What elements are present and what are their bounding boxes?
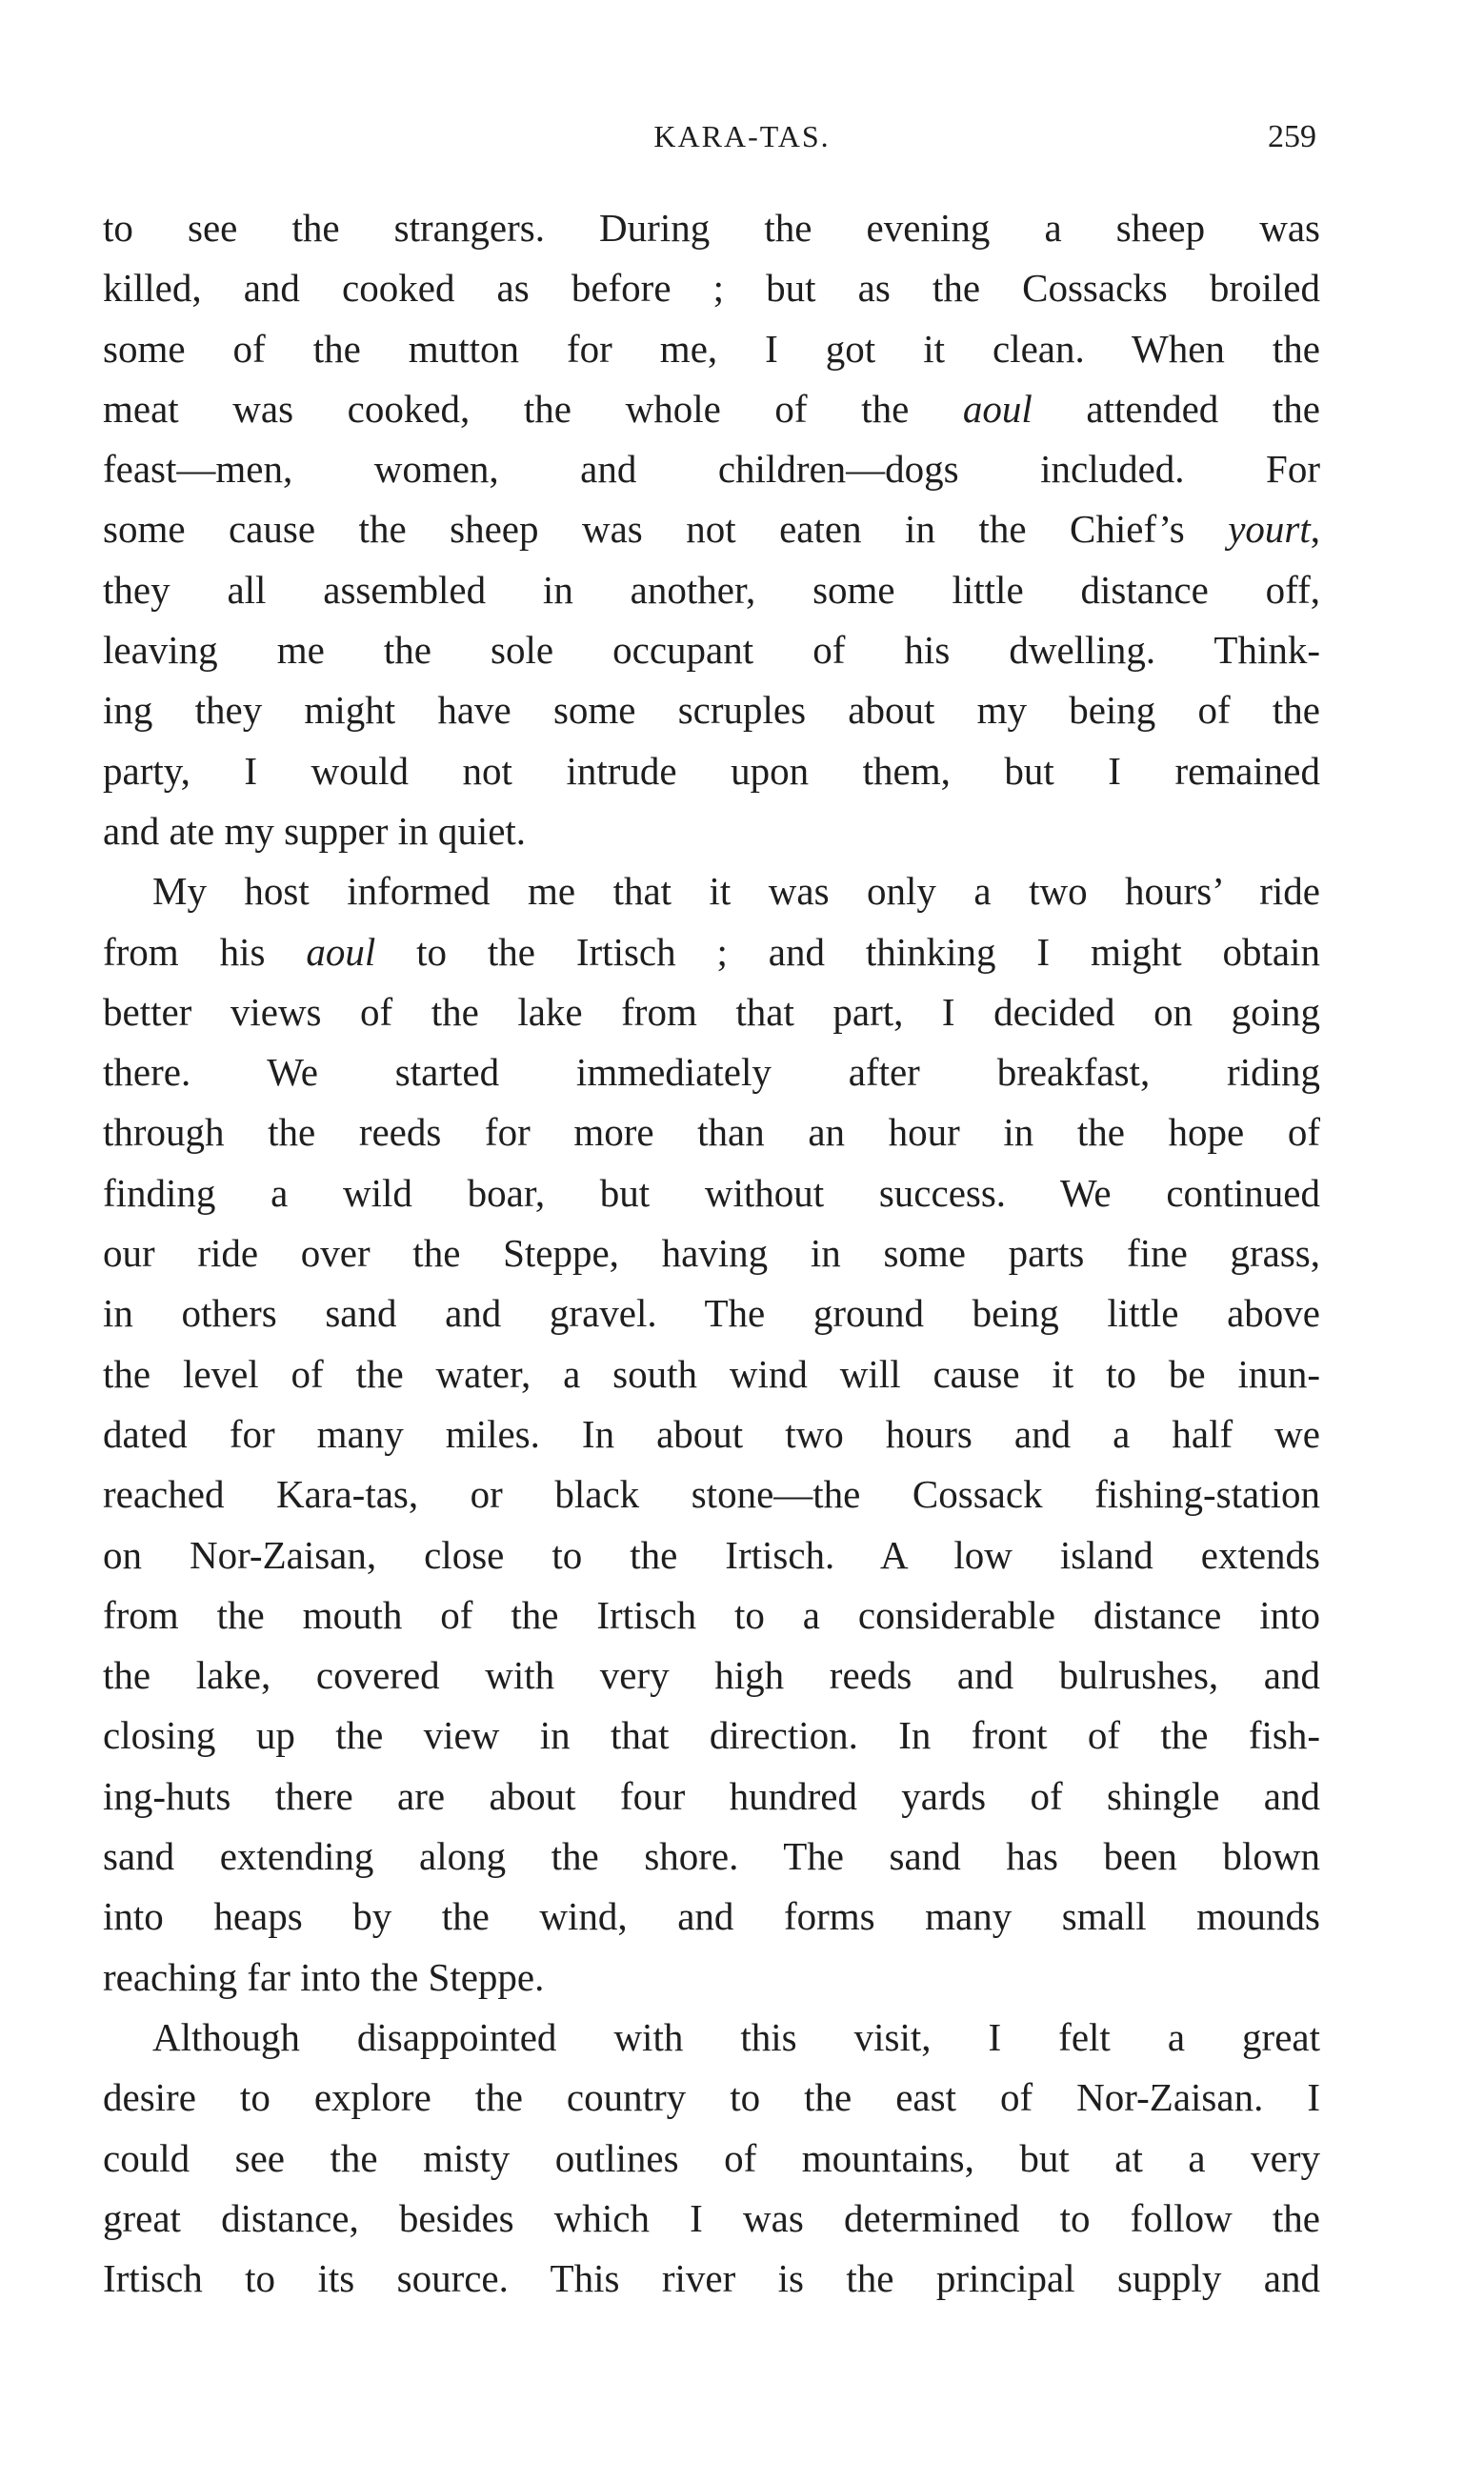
- italic-word: aoul: [306, 929, 376, 974]
- text-span: some cause the sheep was not eaten in the Chief’s: [103, 507, 1229, 552]
- text-span: ,: [1310, 507, 1320, 552]
- text-line: better views of the lake from that part, I decided on going: [103, 989, 1320, 1034]
- text-line: great distance, besides which I was determined to follow the: [103, 2195, 1320, 2240]
- text-line: our ride over the Steppe, having in some parts fine grass,: [103, 1231, 1320, 1276]
- text-span: meat was cooked, the whole of the: [103, 386, 963, 431]
- text-line: leaving me the sole occupant of his dwelling. Think-: [103, 628, 1320, 673]
- text-line: [103, 379, 1320, 439]
- text-line: reached Kara-tas, or black stone—the Cossack fishing-station: [103, 1472, 1320, 1517]
- text-line: killed, and cooked as before ; but as the Cossacks broiled: [103, 266, 1320, 311]
- text-line: ing-huts there are about four hundred yards of shingle and: [103, 1773, 1320, 1818]
- running-title: KARA-TAS.: [653, 119, 831, 153]
- text-line: into heaps by the wind, and forms many small mounds: [103, 1894, 1320, 1939]
- text-line: some of the mutton for me, I got it clean. When the: [103, 326, 1320, 371]
- text-line: from the mouth of the Irtisch to a considerable distance into: [103, 1592, 1320, 1637]
- text-line: My host informed me that it was only a two hours’ ride: [152, 869, 1320, 914]
- text-line: sand extending along the shore. The sand has been blown: [103, 1834, 1320, 1879]
- page-number: 259: [1268, 119, 1316, 154]
- text-line: finding a wild boar, but without success. We continued: [103, 1170, 1320, 1215]
- text-line: could see the misty outlines of mountains, but at a very: [103, 2135, 1320, 2180]
- text-line: Irtisch to its source. This river is the principal supply and: [103, 2256, 1320, 2301]
- text-span: from his: [103, 929, 307, 974]
- running-head: [0, 119, 1484, 167]
- text-span: to the Irtisch ; and thinking I might obtain: [375, 929, 1321, 974]
- text-line: feast—men, women, and children—dogs included. For: [103, 447, 1320, 492]
- text-line: in others sand and gravel. The ground being little above: [103, 1291, 1320, 1336]
- body-text: [103, 198, 1320, 2309]
- text-line: and ate my supper in quiet.: [103, 808, 527, 853]
- text-line: [103, 922, 1320, 982]
- text-line: on Nor-Zaisan, close to the Irtisch. A low island extends: [103, 1532, 1320, 1577]
- text-span: attended the: [1032, 386, 1320, 431]
- text-line: the lake, covered with very high reeds and bulrushes, and: [103, 1653, 1320, 1698]
- italic-word: yourt: [1228, 507, 1311, 552]
- text-line: the level of the water, a south wind will cause it to be inun-: [103, 1351, 1320, 1396]
- text-line: party, I would not intrude upon them, but I remained: [103, 748, 1320, 793]
- text-line: Although disappointed with this visit, I felt a great: [152, 2014, 1320, 2059]
- text-line: closing up the view in that direction. In front of the fish-: [103, 1713, 1320, 1758]
- italic-word: aoul: [962, 386, 1033, 431]
- text-line: to see the strangers. During the evening a sheep was: [103, 206, 1320, 250]
- text-line: desire to explore the country to the east of Nor-Zaisan. I: [103, 2075, 1320, 2120]
- text-line: [103, 499, 1320, 559]
- text-line: they all assembled in another, some little distance off,: [103, 567, 1320, 612]
- text-line: there. We started immediately after breakfast, riding: [103, 1050, 1320, 1095]
- text-line: ing they might have some scruples about my being of the: [103, 688, 1320, 733]
- text-line: dated for many miles. In about two hours and a half we: [103, 1411, 1320, 1456]
- text-line: through the reeds for more than an hour in the hope of: [103, 1110, 1320, 1155]
- text-line: reaching far into the Steppe.: [103, 1954, 545, 1999]
